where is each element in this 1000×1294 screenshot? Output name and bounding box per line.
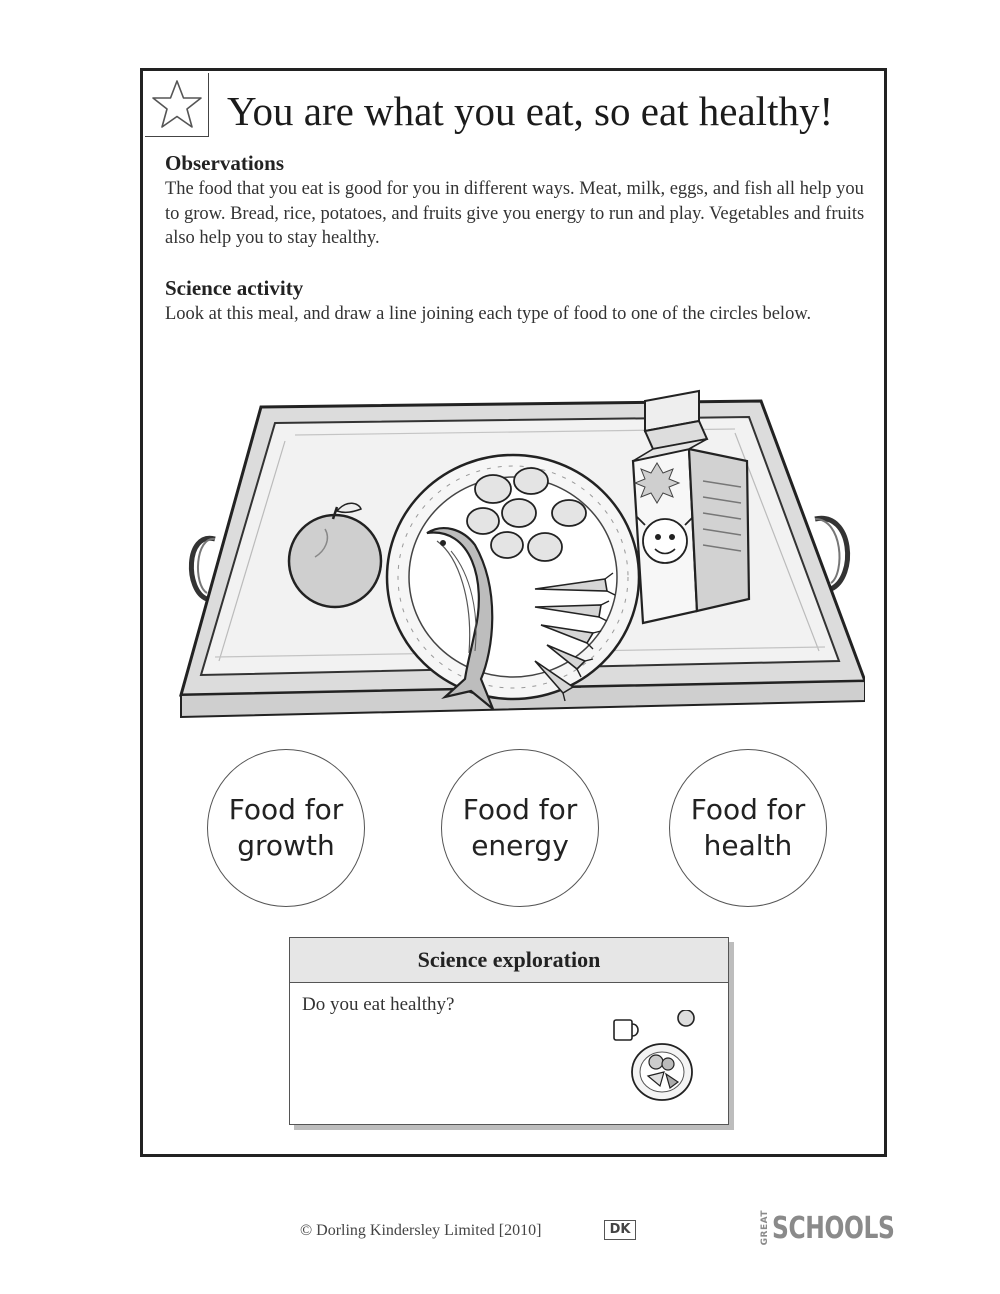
circle-food-for-energy[interactable]: Food for energy <box>441 749 599 907</box>
dk-logo: DK <box>604 1220 636 1240</box>
observations-heading: Observations <box>165 151 285 175</box>
circle-food-for-growth[interactable]: Food for growth <box>207 749 365 907</box>
star-badge <box>145 73 209 137</box>
activity-text: Look at this meal, and draw a line joining each type of food to one of the circles below. <box>165 304 812 324</box>
observations-text: The food that you eat is good for you in different ways. Meat, milk, eggs, and fish all help you to grow. Bread, rice, potatoes, and fruits give you energy to run and play. Vegetables and fruits also help you to stay healthy. <box>165 179 865 248</box>
exploration-question: Do you eat healthy? <box>302 994 455 1015</box>
meal-plate-icon <box>612 1010 708 1106</box>
page-title: You are what you eat, so eat healthy! <box>227 88 834 134</box>
star-icon <box>149 77 205 133</box>
greatschools-logo-small-text: GREAT <box>760 1210 770 1246</box>
greatschools-logo[interactable] <box>760 1210 929 1246</box>
activity-heading: Science activity <box>165 276 304 300</box>
copyright-text: © Dorling Kindersley Limited [2010] <box>300 1222 542 1239</box>
greatschools-logo-text: SCHOOLS <box>772 1210 895 1246</box>
worksheet-frame <box>140 68 887 1157</box>
science-exploration-box <box>289 937 729 1125</box>
meal-tray-illustration <box>175 361 865 721</box>
exploration-heading: Science exploration <box>290 938 728 983</box>
circle-food-for-health[interactable]: Food for health <box>669 749 827 907</box>
